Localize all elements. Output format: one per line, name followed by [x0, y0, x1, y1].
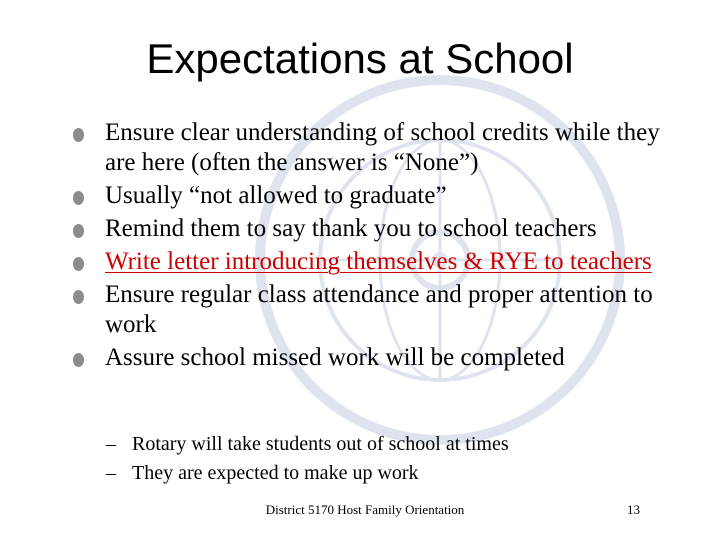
sub-bullet-list	[106, 430, 666, 488]
bullet-text: Ensure regular class attendance and proper attention to work	[105, 281, 653, 338]
bullet-text: Write letter introducing themselves & RYE to teachers	[105, 248, 652, 275]
dash-icon: –	[106, 433, 116, 455]
bullet-dot-icon	[73, 290, 84, 304]
bullet-item	[72, 181, 692, 211]
bullet-dot-icon	[73, 128, 84, 142]
slide-title: Expectations at School	[146, 35, 574, 82]
sub-bullet-item	[106, 430, 666, 459]
bullet-dot-icon	[73, 224, 84, 238]
bullet-list	[72, 118, 692, 376]
sub-bullet-text: They are expected to make up work	[132, 462, 419, 484]
sub-bullet-item	[106, 459, 666, 488]
bullet-item-highlighted	[72, 247, 692, 277]
bullet-item	[72, 214, 692, 244]
dash-icon: –	[106, 462, 116, 484]
bullet-text: Remind them to say thank you to school teachers	[105, 215, 597, 242]
bullet-dot-icon	[73, 191, 84, 205]
bullet-item	[72, 343, 692, 373]
bullet-item	[72, 280, 692, 340]
sub-bullet-text: Rotary will take students out of school at times	[132, 433, 509, 455]
page-number: 13	[627, 502, 640, 517]
bullet-text: Ensure clear understanding of school credits while they are here (often the answer is “None”)	[105, 119, 660, 176]
slide-footer: District 5170 Host Family Orientation	[265, 502, 465, 517]
bullet-item	[72, 118, 692, 178]
bullet-dot-icon	[73, 353, 84, 367]
bullet-dot-icon	[73, 257, 84, 271]
bullet-text: Assure school missed work will be completed	[105, 344, 565, 371]
bullet-text: Usually “not allowed to graduate”	[105, 182, 447, 209]
